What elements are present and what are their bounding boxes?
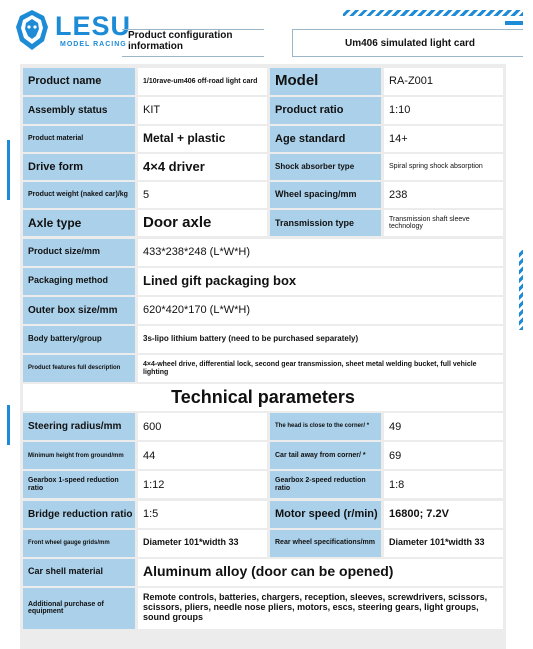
spec-value: Door axle (138, 210, 267, 236)
spec-value: 433*238*248 (L*W*H) (138, 239, 503, 266)
decorative-bar (505, 21, 523, 25)
decorative-stripes (343, 10, 523, 16)
spec-row (23, 501, 503, 528)
spec-row (23, 413, 503, 440)
header-right-title: Um406 simulated light card (345, 38, 476, 49)
spec-row (23, 154, 503, 180)
spec-row-wide (23, 588, 503, 629)
spec-row (23, 68, 503, 95)
spec-label: Car shell material (23, 559, 135, 586)
spec-label: Product weight (naked car)/kg (23, 182, 135, 208)
spec-row-wide (23, 355, 503, 382)
spec-value: 1:12 (138, 471, 267, 498)
spec-label: Axle type (23, 210, 135, 236)
spec-label: Product name (23, 68, 135, 95)
brand-name: LESU (55, 11, 132, 41)
spec-row (23, 182, 503, 208)
header-left-title: Product configuration information (128, 30, 233, 52)
spec-value: RA-Z001 (384, 68, 503, 95)
spec-row-wide (23, 326, 503, 353)
section-title: Technical parameters (23, 384, 503, 411)
spec-value: Lined gift packaging box (138, 268, 503, 295)
spec-value: 1:8 (384, 471, 503, 498)
spec-label: Product size/mm (23, 239, 135, 266)
spec-label: The head is close to the corner/ * (270, 413, 381, 440)
spec-row-wide (23, 559, 503, 586)
spec-row (23, 126, 503, 152)
spec-table (20, 64, 506, 649)
spec-label: Car tail away from corner/ * (270, 442, 381, 469)
spec-row-wide (23, 239, 503, 266)
spec-label: Body battery/group (23, 326, 135, 353)
spec-label: Gearbox 1-speed reduction ratio (23, 471, 135, 498)
spec-label: Transmission type (270, 210, 381, 236)
spec-row (23, 210, 503, 236)
spec-label: Shock absorber type (270, 154, 381, 180)
spec-label: Wheel spacing/mm (270, 182, 381, 208)
spec-label: Assembly status (23, 97, 135, 124)
spec-value: 1:10 (384, 97, 503, 124)
spec-row (23, 97, 503, 124)
spec-value: 3s-lipo lithium battery (need to be purchased separately) (138, 326, 503, 353)
spec-value: 4×4 driver (138, 154, 267, 180)
brand-subtitle: MODEL RACING (60, 41, 127, 48)
side-accent-right (519, 250, 523, 330)
spec-row (23, 471, 503, 498)
spec-label: Product ratio (270, 97, 381, 124)
spec-value: 14+ (384, 126, 503, 152)
spec-value: 238 (384, 182, 503, 208)
spec-value: 1:5 (138, 501, 267, 528)
spec-label: Drive form (23, 154, 135, 180)
spec-value: 620*420*170 (L*W*H) (138, 297, 503, 324)
spec-label: Front wheel gauge grids/mm (23, 530, 135, 557)
spec-label: Minimum height from ground/mm (23, 442, 135, 469)
spec-value: Diameter 101*width 33 (138, 530, 267, 557)
spec-label: Additional purchase of equipment (23, 588, 135, 629)
spec-value: Remote controls, batteries, chargers, reception, sleeves, screwdrivers, scissors, scissors, pliers, needle nose pliers, motors, escs, steering gears, light groups, sound groups (138, 588, 503, 629)
spec-value: 16800; 7.2V (384, 501, 503, 528)
spec-value: Spiral spring shock absorption (384, 154, 503, 180)
spec-row (23, 530, 503, 557)
side-accent-left-2 (7, 405, 10, 445)
spec-value: 1/10rave-um406 off-road light card (138, 68, 267, 95)
spec-label: Bridge reduction ratio (23, 501, 135, 528)
header (0, 0, 533, 56)
spec-value: Aluminum alloy (door can be opened) (138, 559, 503, 586)
spec-row (23, 442, 503, 469)
spec-value: 600 (138, 413, 267, 440)
spec-value: 4×4-wheel drive, differential lock, second gear transmission, sheet metal welding bucket, full vehicle lighting (138, 355, 503, 382)
spec-row-wide (23, 297, 503, 324)
spec-value: KIT (138, 97, 267, 124)
spec-value: Transmission shaft sleeve technology (384, 210, 503, 236)
spec-label: Rear wheel specifications/mm (270, 530, 381, 557)
spec-label: Motor speed (r/min) (270, 501, 381, 528)
spec-label: Product material (23, 126, 135, 152)
spec-value: 44 (138, 442, 267, 469)
spec-label: Product features full description (23, 355, 135, 382)
spec-value: Metal + plastic (138, 126, 267, 152)
spec-value: 49 (384, 413, 503, 440)
spec-value: Diameter 101*width 33 (384, 530, 503, 557)
lion-logo-icon (14, 9, 50, 51)
spec-row-wide (23, 268, 503, 295)
spec-label: Outer box size/mm (23, 297, 135, 324)
spec-label: Gearbox 2-speed reduction ratio (270, 471, 381, 498)
spec-value: 69 (384, 442, 503, 469)
side-accent-left (7, 140, 10, 200)
spec-label: Age standard (270, 126, 381, 152)
spec-label: Packaging method (23, 268, 135, 295)
spec-value: 5 (138, 182, 267, 208)
spec-label: Steering radius/mm (23, 413, 135, 440)
spec-label: Model (270, 68, 381, 95)
